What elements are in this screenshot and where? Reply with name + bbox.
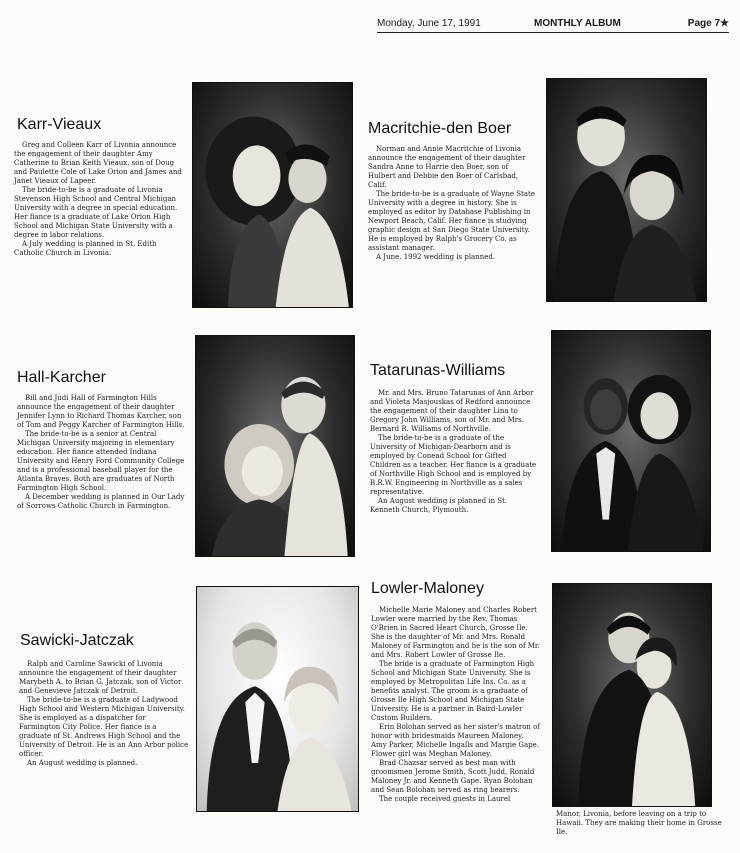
announcement-body-sawicki-jatczak	[19, 660, 189, 768]
couple-photo-sawicki-jatczak	[196, 586, 359, 812]
couple-photo-tatarunas-williams	[551, 330, 711, 552]
paragraph: Erin Bolohan served as her sister's matron of honor with bridesmaids Maureen Maloney, Amy Parker, Michelle Ingalls and Margie Gape. Flower girl was Meghan Maloney.	[371, 723, 540, 758]
paragraph: The bride-to-be is a graduate of Livonia Stevenson High School and Central Michigan University with a degree in special education. Her fiance is a graduate of Lake Orion High School and Michigan State University with a degree in labor relations.	[14, 186, 178, 239]
paragraph: Michelle Marie Maloney and Charles Robert Lowler were married by the Rev. Thomas O'Brien in Sacred Heart Church, Grosse Ile. She is the daughter of Mr. and Mrs. Ronald Maloney of Farmington and he is the son of Mr. and Mrs. Robert Lowler of Grosse Ile.	[371, 606, 540, 659]
paragraph: An August wedding is planned in St. Kenneth Church, Plymouth.	[370, 497, 508, 514]
announcement-body-lowler-maloney	[371, 606, 540, 804]
paragraph: Norman and Annie Macritchie of Livonia announce the engagement of their daughter Sandra Anne to Harrie den Boer, son of Hulbert and Debbie den Boer of Carlsbad, Calif.	[368, 145, 526, 189]
paragraph: Mr. and Mrs. Bruno Tatarunas of Ann Arbor and Violeta Masjouskas of Redford announce the engagement of their daughter Lina to Gregory John Williams, son of Mr. and Mrs. Bernard R. Williams of Northville.	[370, 389, 534, 433]
paragraph: The bride-to-be is a senior at Central Michigan University majoring in elementary education. Her fiance attended Indiana University and Henry Ford Community College and is a professional baseball player for the Atlanta Braves. Both are graduates of North Farmington High School.	[17, 430, 185, 492]
paragraph: A July wedding is planned in St. Edith Catholic Church in Livonia.	[14, 240, 157, 257]
paragraph: The bride is a graduate of Farmington High School and Michigan State University. She is employed by Metropolitan Life Ins. Co. as a benefits analyst. The groom is a graduate of Grosse Ile High School and Michigan State University. He is a partner in Baird-Lowler Custom Builders.	[371, 660, 535, 722]
paragraph: The bride-to-be is a graduate of Wayne State University with a degree in history. She is employed as editor by Database Publishing in Newport Beach, Calif. Her fiance is studying graphic design at San Diego State University. He is employed by Ralph's Grocery Co. as assistant manager.	[368, 190, 535, 252]
page-header	[377, 18, 729, 33]
announcement-body-hall-karcher	[17, 394, 185, 511]
announcement-title-sawicki-jatczak: Sawicki-Jatczak	[20, 632, 134, 649]
paragraph: Bill and Judi Hall of Farmington Hills announce the engagement of their daughter Jennifer Lynn to Richard Thomas Karcher, son of Tom and Peggy Karcher of Farmington Hills.	[17, 394, 185, 429]
announcement-body-karr-vieaux	[14, 141, 184, 258]
paragraph: A June, 1992 wedding is planned.	[376, 253, 496, 261]
announcement-title-hall-karcher: Hall-Karcher	[17, 369, 106, 386]
photo-caption-lowler-maloney: Manor, Livonia, before leaving on a trip to Hawaii. They are making their home in Grosse Ile.	[556, 810, 722, 836]
paragraph: The bride-to-be is a graduate of Ladywood High School and Western Michigan University. She is employed as a dispatcher for Farmington City Police. Her fiance is a graduate of St. Andrews High School and the University of Detroit. He is an Ann Arbor police officer.	[19, 696, 189, 758]
couple-photo-macritchie-den-boer	[546, 78, 707, 302]
couple-photo-lowler-maloney	[552, 583, 712, 807]
paragraph: Greg and Colleen Karr of Livonia announce the engagement of their daughter Amy Catherine to Brian Keith Vieaux, son of Doug and Paulette Cole of Lake Orion and James and Janet Vieaux of Lapeer.	[14, 141, 182, 185]
paragraph: A December wedding is planned in Our Lady of Sorrows Catholic Church in Farmington.	[17, 493, 185, 510]
announcement-title-karr-vieaux: Karr-Vieaux	[17, 116, 102, 133]
section-name: MONTHLY ALBUM	[534, 18, 621, 29]
announcement-title-macritchie-den-boer: Macritchie-den Boer	[368, 120, 512, 137]
couple-photo-karr-vieaux	[192, 82, 353, 308]
issue-date: Monday, June 17, 1991	[377, 18, 481, 29]
paragraph: Brad Chazsar served as best man with groomsmen Jerome Smith, Scott Judd, Ronald Maloney Jr. and Kenneth Gape. Ryan Bolohan and Sean Bolohan served as ring bearers.	[371, 759, 535, 794]
paragraph: An August wedding is planned.	[27, 759, 138, 767]
paragraph: The couple received guests in Laurel	[379, 795, 511, 803]
announcement-title-tatarunas-williams: Tatarunas-Williams	[370, 362, 506, 379]
announcement-title-lowler-maloney: Lowler-Maloney	[371, 580, 484, 597]
announcement-body-tatarunas-williams	[370, 389, 538, 515]
paragraph: Ralph and Caroline Sawicki of Livonia announce the engagement of their daughter Marybeth A. to Brian G. Jatczak, son of Victor and Genevieve Jatczak of Detroit.	[19, 660, 182, 695]
announcement-body-macritchie-den-boer	[368, 145, 536, 262]
paragraph: The bride-to-be is a graduate of the University of Michigan-Dearborn and is employed by Conead School for Gifted Children as a teacher. Her fiance is a graduate of Northville High School and is employed by B.R.W. Engineering in Northville as a sales representative.	[370, 434, 537, 496]
couple-photo-hall-karcher	[195, 335, 355, 557]
page-number: Page 7★	[687, 18, 729, 29]
